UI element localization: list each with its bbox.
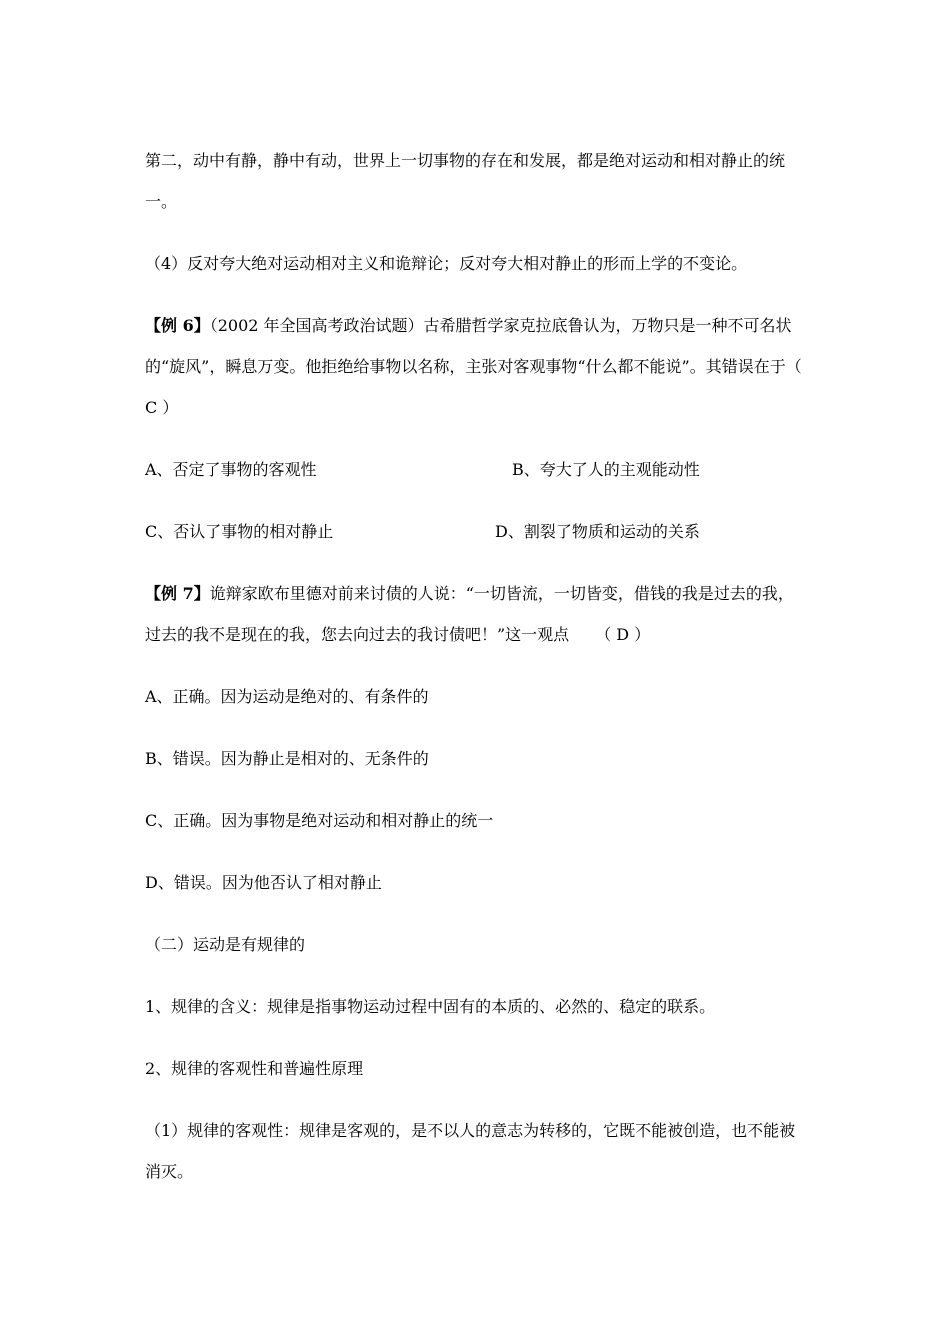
example-6-text: （2002 年全国高考政治试题）古希腊哲学家克拉底鲁认为，万物只是一种不可名状的“旋风”，瞬息万变。他拒绝给事物以名称，主张对客观事物“什么都不能说”。其错误在于（ C ） — [145, 316, 802, 417]
example-6-options-row-1 — [145, 449, 807, 490]
example-7-option-a: A、正确。因为运动是绝对的、有条件的 — [145, 687, 429, 706]
example-7-option-d: D、错误。因为他否认了相对静止 — [145, 873, 382, 892]
paragraph-law-principle: 2、规律的客观性和普遍性原理 — [145, 1059, 364, 1078]
example-7-question — [145, 573, 807, 655]
paragraph-law-definition: 1、规律的含义：规律是指事物运动过程中固有的本质的、必然的、稳定的联系。 — [145, 997, 716, 1016]
example-6-options-row-2 — [145, 511, 807, 552]
document-page — [145, 140, 807, 1213]
example-7-label: 【例 7】 — [145, 584, 210, 603]
example-6-option-b: B、夸大了人的主观能动性 — [512, 460, 700, 479]
example-6-option-c: C、否认了事物的相对静止 — [145, 522, 334, 541]
example-7-answer: （ D ） — [595, 625, 651, 644]
example-7-option-b: B、错误。因为静止是相对的、无条件的 — [145, 749, 429, 768]
example-6-question — [145, 305, 807, 428]
section-heading-laws: （二）运动是有规律的 — [145, 935, 306, 954]
example-7-text: 诡辩家欧布里德对前来讨债的人说：“一切皆流，一切皆变，借钱的我是过去的我，过去的我不是现在的我，您去向过去的我讨债吧！”这一观点 — [145, 584, 794, 644]
example-6-option-a: A、否定了事物的客观性 — [145, 460, 317, 479]
paragraph-oppose: （4）反对夸大绝对运动相对主义和诡辩论；反对夸大相对静止的形而上学的不变论。 — [145, 254, 748, 273]
example-6-option-d: D、割裂了物质和运动的关系 — [495, 522, 700, 541]
paragraph-law-objectivity: （1）规律的客观性：规律是客观的，是不以人的意志为转移的，它既不能被创造，也不能被消灭。 — [145, 1121, 796, 1181]
paragraph-unity: 第二，动中有静，静中有动，世界上一切事物的存在和发展，都是绝对运动和相对静止的统一。 — [145, 151, 786, 211]
example-7-option-c: C、正确。因为事物是绝对运动和相对静止的统一 — [145, 811, 494, 830]
example-6-label: 【例 6】 — [145, 316, 210, 335]
